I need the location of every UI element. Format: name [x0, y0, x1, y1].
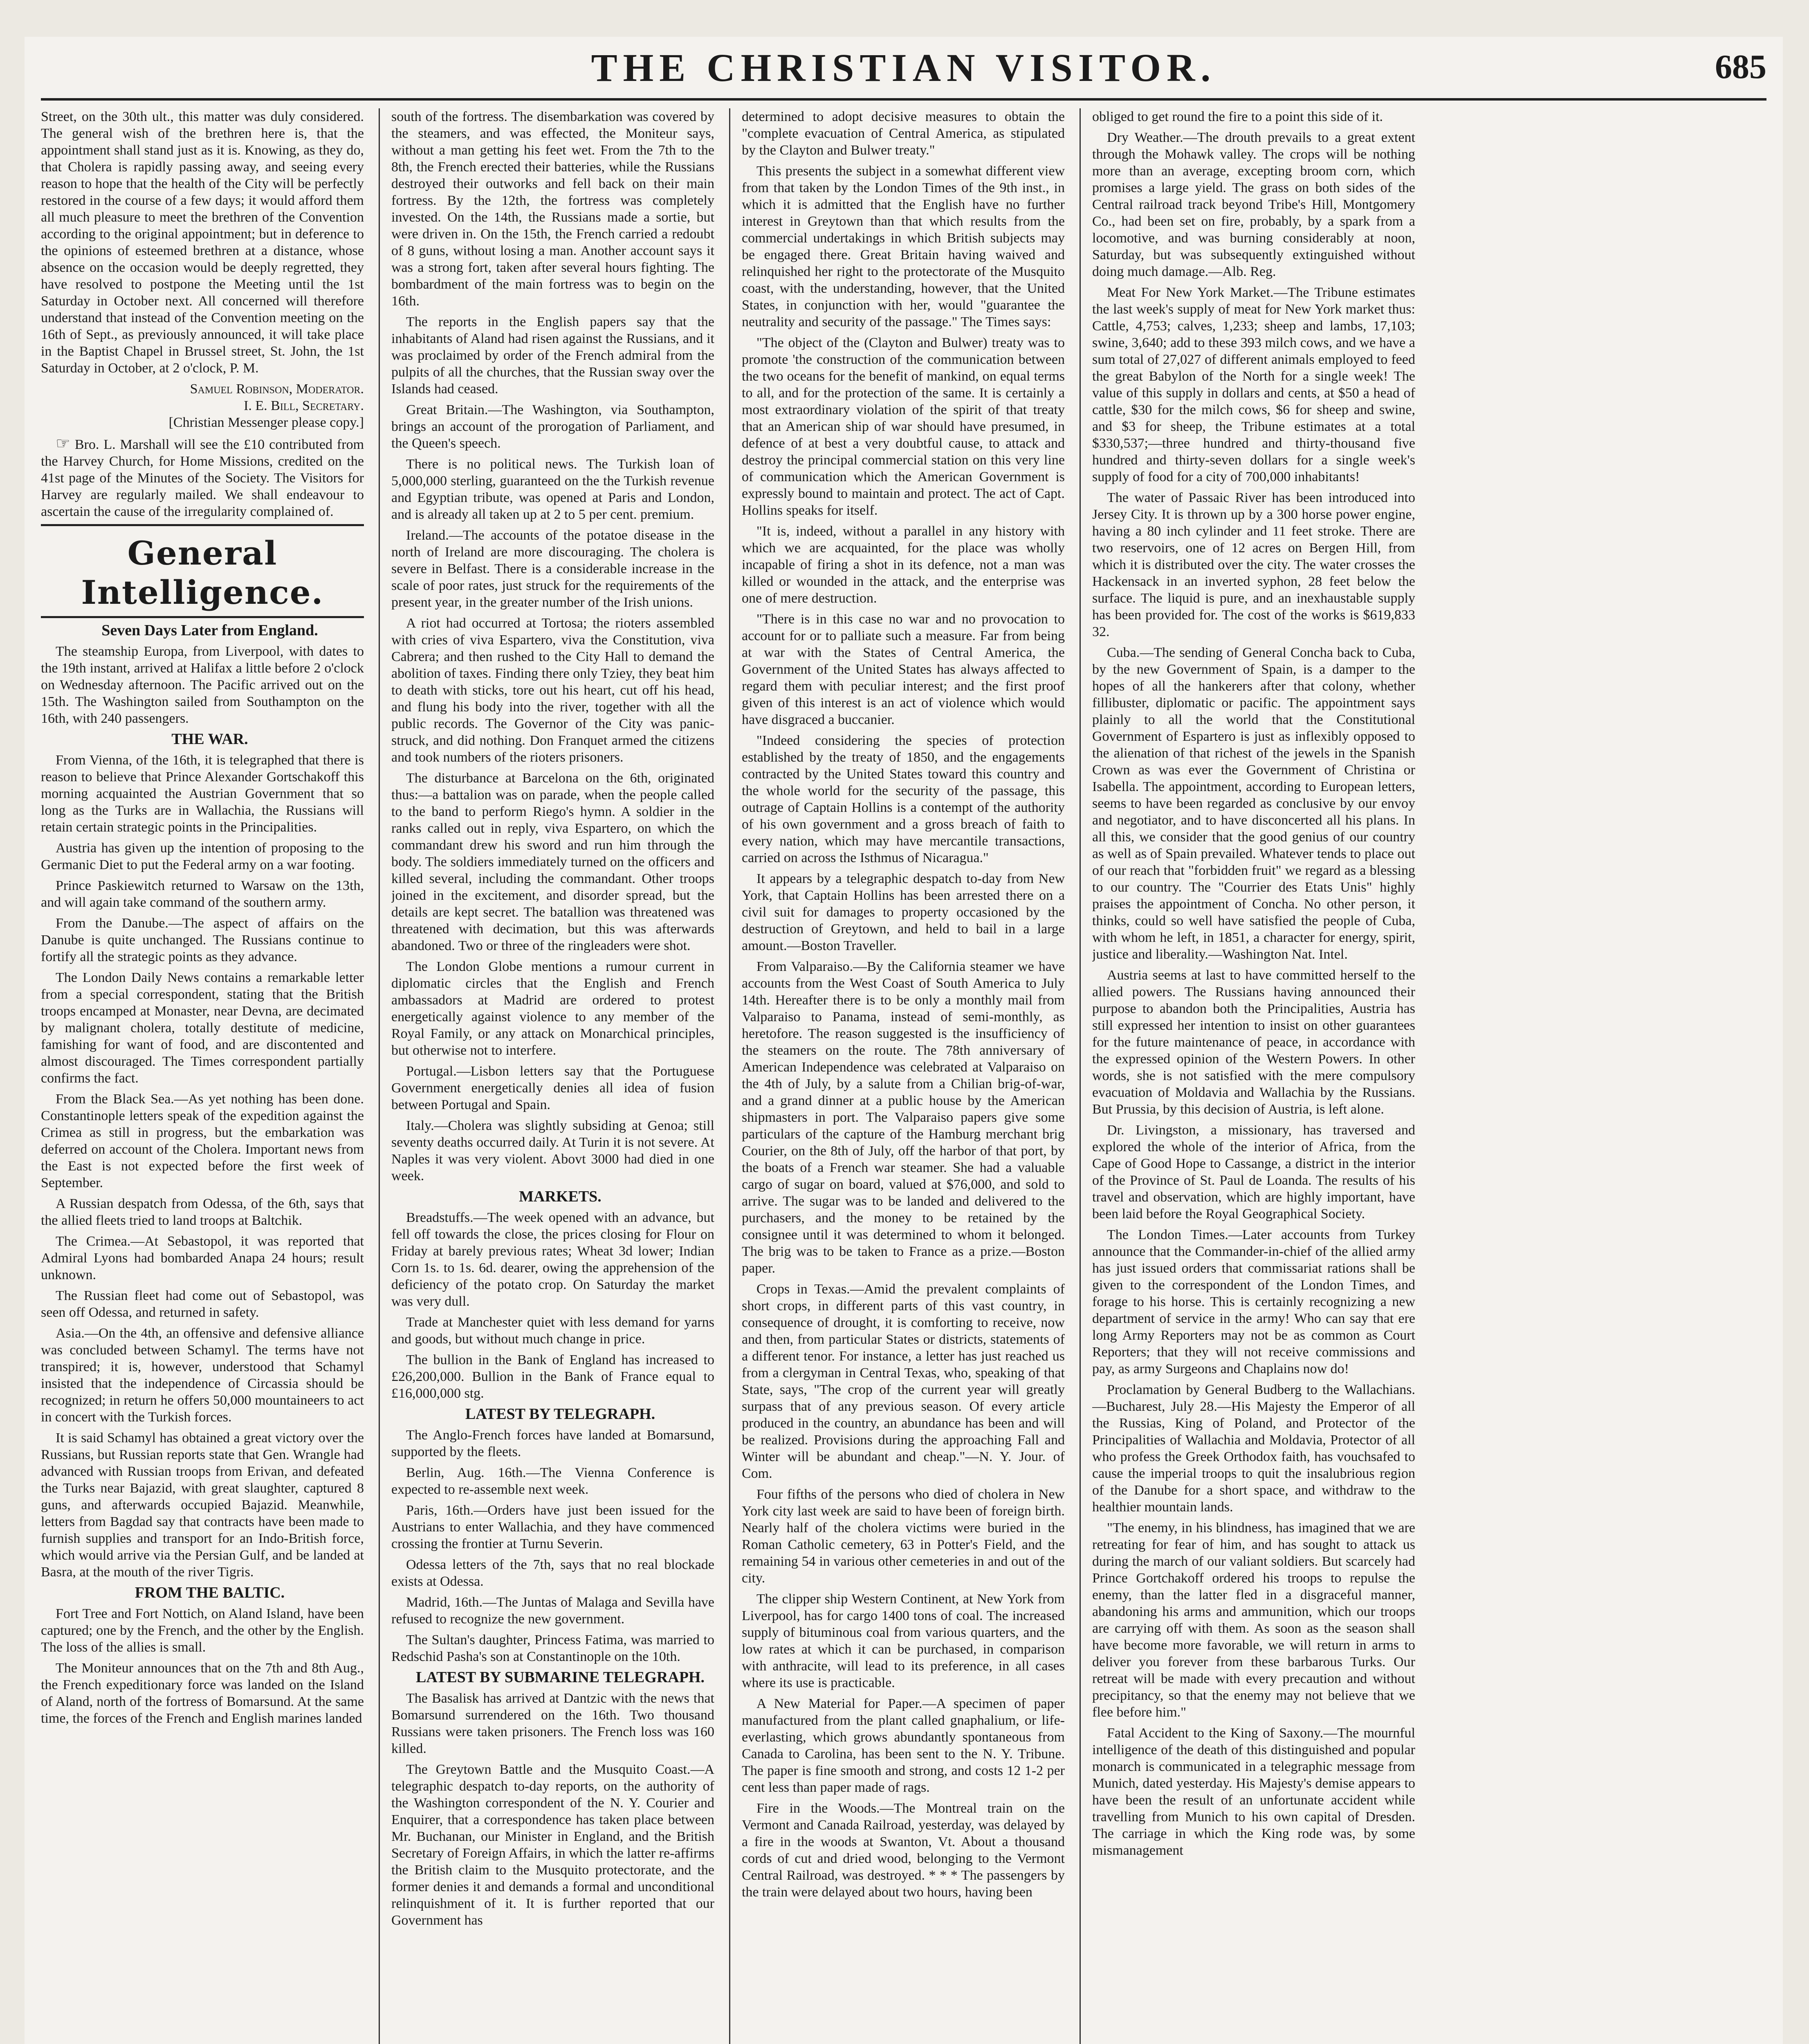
woods-fire-report: Fire in the Woods.—The Montreal train on the Vermont and Canada Railroad, yesterday, was delayed by a fire in the woods at Swanton, Vt. About a thousand cords of cut and dried wood, belonging to the Vermont Central Railroad, was destroyed. * * * The passengers by the train were delayed about two hours, having been: [742, 1801, 1065, 1900]
odessa-letters-report: Odessa letters of the 7th, says that no real blockade exists at Odessa.: [391, 1557, 714, 1589]
london-times-view: This presents the subject in a somewhat different view from that taken by the London Times of the 9th inst., in which it is admitted that the English have no further interest in Greytown than that which results from the commercial undertakings in which British subjects may be engaged there. Great Britain having waived and relinquished her right to the protectorate of the Musquito coast, with the understanding, however, that the United States, in conjunction with her, would "guarantee the neutrality and security of the passage." The Times says:: [742, 164, 1065, 329]
central-america-report: determined to adopt decisive measures to obtain the "complete evacuation of Central America, as stipulated by the Clayton and Bulwer treaty.": [742, 109, 1065, 158]
section-rule: [41, 524, 364, 526]
times-quote-4: "Indeed considering the species of protection established by the treaty of 1850, and the engagements contracted by the United States toward this country and the whole world for the security of the passage, this outrage of Captain Hollins is a contempt of the authority of his own government and a gross breach of faith to every nation, which may have mercantile transactions, carried on across the Isthmus of Nicaragua.": [742, 733, 1065, 865]
italy-report: Italy.—Cholera was slightly subsiding at Genoa; still seventy deaths occurred daily. At Turin it is not severe. At Naples it was very violent. Abovt 3000 had died in one week.: [391, 1118, 714, 1183]
bomarsund-report: south of the fortress. The disembarkation was covered by the steamers, and was effected, the Moniteur says, without a man getting his feet wet. From the 7th to the 8th, the French erected their batteries, while the Russians destroyed their outworks and fell back on their main fortress. By the 12th, the fortress was completely invested. On the 14th, the Russians made a sortie, but were driven in. On the 15th, the French carried a redoubt of 8 guns, without losing a man. Another account says it was a strong fort, taken after several hours fighting. The bombardment of the main fortress was to begin on the 16th.: [391, 109, 714, 309]
article-columns: [41, 108, 1766, 2044]
column-divider: [1080, 108, 1081, 2044]
convention-notice: Street, on the 30th ult., this matter was duly considered. The general wish of the brethren here is, that the appointment shall stand just as it is. Knowing, as they do, that Cholera is rapidly passing away, and seeing every reason to hope that the health of the City will be perfectly restored in the course of a few days; it would afford them all much pleasure to meet the brethren of the Convention according to the original appointment; but in deference to the opinions of esteemed brethren at a distance, whose absence on the occasion would be deeply regretted, they have resolved to postpone the Meeting until the 1st Saturday in October next. All concerned will therefore understand that instead of the Convention meeting on the 16th of Sept., as previously announced, it will take place in the Baptist Chapel in Brussel street, St. John, the 1st Saturday in October, at 2 o'clock, P. M.: [41, 109, 364, 376]
hollins-arrest-report: It appears by a telegraphic despatch to-day from New York, that Captain Hollins has been arrested there on a civil suit for damages to property occasioned by the destruction of Greytown, and held to bail in a large amount.—Boston Traveller.: [742, 871, 1065, 953]
budberg-proclamation: Proclamation by General Budberg to the Wallachians.—Bucharest, July 28.—His Majesty the Emperor of all the Russias, King of Poland, and Protector of the Principalities of Wallachia and Moldavia, Protector of all who profess the Greek Orthodox faith, has vouchsafed to cause the imperial troops to quit the insalubrious region of the Danube for a short space, and withdraw to the healthier mountain lands.: [1092, 1382, 1415, 1515]
portugal-report: Portugal.—Lisbon letters say that the Portuguese Government energetically denies all idea of fusion between Portugal and Spain.: [391, 1064, 714, 1112]
column-3: [742, 108, 1065, 2044]
masthead-rule: [41, 98, 1766, 101]
column-divider: [379, 108, 380, 2044]
anglo-french-report: The Anglo-French forces have landed at Bomarsund, supported by the fleets.: [391, 1428, 714, 1459]
war-heading: THE WAR.: [171, 731, 248, 748]
valparaiso-report: From Valparaiso.—By the California steamer we have accounts from the West Coast of South America to July 14th. Hereafter there is to be only a monthly mail from Valparaiso to Panama, instead of semi-monthly, as heretofore. The reason suggested is the insufficiency of the steamers on the route. The 78th anniversary of American Independence was celebrated at Valparaiso on the 4th of July, by a salute from a Chilian brig-of-war, and a grand dinner at a public house by the American shipmasters in port. The Valparaiso papers give some particulars of the capture of the Hamburg merchant brig Courier, on the 8th of July, off the harbor of that port, by the boats of a French war steamer. She had a valuable cargo of sugar on board, valued at $76,000, and sold to arrive. The sugar was to be landed and delivered to the purchasers, and the money to be retained by the consignee until it was determined to whom it belonged. The brig was to be taken to France as a prize.—Boston paper.: [742, 959, 1065, 1276]
column-divider: [729, 108, 730, 2044]
greytown-report: The Greytown Battle and the Musquito Coast.—A telegraphic despatch to-day reports, on the authority of the Washington correspondent of the N. Y. Courier and Enquirer, that a correspondence has taken place between Mr. Buchanan, our Minister in England, and the British Secretary of Foreign Affairs, in which the latter re-affirms the British claim to the Musquito protectorate, and the former denies it and demands a formal and unconditional relinquishment of it. It is further reported that our Government has: [391, 1762, 714, 1928]
moniteur-report: The Moniteur announces that on the 7th and 8th Aug., the French expeditionary force was landed on the Island of Aland, north of the fortress of Bomarsund. At the same time, the forces of the French and English marines landed: [41, 1661, 364, 1726]
london-globe-report: The London Globe mentions a rumour current in diplomatic circles that the English and French ambassadors at Madrid are ordered to protest energetically against violence to any member of the Royal Family, or any attack on Monarchical principles, but otherwise not to interfere.: [391, 959, 714, 1058]
column-1: [41, 108, 364, 2044]
masthead: [25, 37, 1783, 98]
cuba-report: Cuba.—The sending of General Concha back to Cuba, by the new Government of Spain, is a damper to the hopes of all the hankerers after that colony, whether fillibuster, diplomatic or pacific. The appointment says plainly to all the world that the Constitutional Government of Espartero is just as inflexibly opposed to the alienation of that richest of the jewels in the Spanish Crown as was ever the Government of Christina or Isabella. The appointment, according to European letters, seems to have been regarded as conclusive by our envoy and negotiator, and to have disconcerted all his plans. In all this, we consider that the good genius of our country as well as of Spain prevailed. Whatever tends to place out of our reach that "forbidden fruit" we regard as a blessing to our country. The "Courrier des Etats Unis" highly praises the appointment of Concha. No other person, it thinks, could so well have satisfied the people of Cuba, with whom he left, in 1851, a character for energy, spirit, justice and liberality.—Washington Nat. Intel.: [1092, 645, 1415, 962]
turkish-loan-report: There is no political news. The Turkish loan of 5,000,000 sterling, guaranteed on the the Turkish revenue and Egyptian tribute, was opened at Paris and London, and is already all taken up at 2 to 5 per cent. premium.: [391, 457, 714, 522]
russian-fleet-report: The Russian fleet had come out of Sebastopol, was seen off Odessa, and returned in safety.: [41, 1288, 364, 1320]
ireland-report: Ireland.—The accounts of the potatoe disease in the north of Ireland are more discouraging. The cholera is severe in Belfast. There is a considerable increase in the scale of poor rates, just struck for the requirements of the present year, in the greater number of the Irish unions.: [391, 528, 714, 610]
basalisk-report: The Basalisk has arrived at Dantzic with the news that Bomarsund surrendered on the 16th. Two thousand Russians were taken prisoners. The French loss was 160 killed.: [391, 1691, 714, 1756]
general-intelligence-heading: General Intelligence.: [81, 534, 324, 612]
vienna-report: From Vienna, of the 16th, it is telegraphed that there is reason to believe that Prince Alexander Gortschakoff this morning acquainted the Austrian Government that so long as the Turks are in Wallachia, the Russians will retain certain strategic points in the Principalities.: [41, 753, 364, 835]
black-sea-report: From the Black Sea.—As yet nothing has been done. Constantinople letters speak of the expedition against the Crimea as still in progress, but the embarkation was deferred on account of the Cholera. Important news from the East is not expected before the first week of September.: [41, 1091, 364, 1190]
schamyl-report: It is said Schamyl has obtained a great victory over the Russians, but Russian reports state that Gen. Wrangle had advanced with Russian troops from Erivan, and defeated the Turks near Bajazid, with great slaughter, captured 8 guns, and afterwards occupied Bajazid. Meanwhile, letters from Bagdad say that contracts have been made to furnish supplies and transport for an Indo-British force, which would arrive via the Persian Gulf, and be landed at Basra, at the mouth of the river Tigris.: [41, 1430, 364, 1580]
madrid-report: Madrid, 16th.—The Juntas of Malaga and Sevilla have refused to recognize the new government.: [391, 1595, 714, 1627]
times-quote-3: "There is in this case no war and no provocation to account for or to palliate such a measure. Far from being at war with the States of Central America, the Government of the United States has always affected to regard them with peculiar interest; and the first proof given of this interest is an act of violence which would have disgraced a buccanier.: [742, 612, 1065, 727]
bullion-report: The bullion in the Bank of England has increased to £26,200,000. Bullion in the Bank of France equal to £16,000,000 stg.: [391, 1352, 714, 1401]
notice-signatures: [41, 381, 364, 431]
submarine-telegraph-heading: LATEST BY SUBMARINE TELEGRAPH.: [416, 1669, 705, 1686]
manchester-report: Trade at Manchester quiet with less demand for yarns and goods, but without much change in price.: [391, 1315, 714, 1347]
times-quote-1: "The object of the (Clayton and Bulwer) treaty was to promote 'the construction of the communication between the two oceans for the benefit of mankind, on equal terms to all, and for the protection of the same. It is certainly a most extraordinary violation of the spirit of that treaty that an American ship of war should have presumed, in defence of at best a very doubtful cause, to attack and destroy the principal commercial station on this very line of communication which the American Government is expressly bound to maintain and protect. The act of Capt. Hollins speaks for itself.: [742, 335, 1065, 518]
newspaper-title: THE CHRISTIAN VISITOR.: [591, 46, 1216, 90]
marshall-notice: [41, 435, 364, 520]
moderator-signature: Samuel Robinson, Moderator.: [190, 381, 364, 397]
aland-forts-report: Fort Tree and Fort Nottich, on Aland Island, have been captured; one by the French, and the other by the English. The loss of the allies is small.: [41, 1606, 364, 1655]
barcelona-report: The disturbance at Barcelona on the 6th, originated thus:—a battalion was on parade, when the people called to the band to perform Riego's hymn. A soldier in the ranks called out in reply, viva Espartero, on which the commandant drew his sword and run him through the body. The soldiers immediately turned on the officers and killed several, including the commandant. Other troops joined in the excitement, and disorder spread, but the details are kept secret. The batallion was threatened was threatened with decimation, but this was afterwards abandoned. Two or three of the ringleaders were shot.: [391, 771, 714, 953]
crimea-report: The Crimea.—At Sebastopol, it was reported that Admiral Lyons had bombarded Anapa 24 hours; result unknown.: [41, 1234, 364, 1282]
secretary-signature: I. E. Bill, Secretary.: [244, 398, 364, 413]
paper-material-report: A New Material for Paper.—A specimen of paper manufactured from the plant called gnaphalium, or life-everlasting, which grows abundantly spontaneous from Canada to Carolina, has been sent to the N. Y. Tribune. The paper is fine smooth and strong, and costs 12 1-2 per cent less than paper made of rags.: [742, 1696, 1065, 1795]
telegraph-heading: LATEST BY TELEGRAPH.: [465, 1405, 655, 1423]
marshall-notice-text: Bro. L. Marshall will see the £10 contributed from the Harvey Church, for Home Missions, credited on the 41st page of the Minutes of the Society. The Visitors for Harvey are regularly mailed. We shall endeavour to ascertain the cause of the irregularity complained of.: [41, 437, 364, 519]
passaic-water-report: The water of Passaic River has been introduced into Jersey City. It is thrown up by a 300 horse power engine, having a 80 inch cylinder and 11 feet stroke. There are two reservoirs, one of 12 acres on Bergen Hill, from which it is distributed over the city. The water crosses the Hackensack in an inverted syphon, 28 feet below the surface. The liquid is pure, and an inexhaustable supply has been provided for. The cost of the works is $619,833 32.: [1092, 490, 1415, 639]
berlin-report: Berlin, Aug. 16th.—The Vienna Conference is expected to re-assemble next week.: [391, 1465, 714, 1497]
baltic-heading: FROM THE BALTIC.: [135, 1584, 285, 1601]
meat-market-report: Meat For New York Market.—The Tribune estimates the last week's supply of meat for New York market thus: Cattle, 4,753; calves, 1,233; sheep and lambs, 17,103; swine, 3,640; add to these 393 milch cows, and we have a sum total of 27,027 of different animals employed to feed the great Babylon of the North for a single week! The value of this supply in dollars and cents, at $50 a head of cattle, $30 for the milch cows, $6 for sheep and swine, and $3 for sheep, the Tribune estimates at a total $330,537;—three hundred and thirty-thousand five hundred and thirty-seven dollars for a single week's supply of food for a city of 700,000 inhabitants!: [1092, 285, 1415, 484]
paris-report: Paris, 16th.—Orders have just been issued for the Austrians to enter Wallachia, and they have commenced crossing the frontier at Turnu Severin.: [391, 1503, 714, 1551]
page-number: 685: [1715, 48, 1766, 86]
newspaper-page: [25, 37, 1783, 2044]
dry-weather-report: Dry Weather.—The drouth prevails to a great extent through the Mohawk valley. The crops will be nothing more than an average, excepting broom corn, which promises a large yield. The grass on both sides of the Central railroad track beyond Tribe's Hill, Montgomery Co., had been set on fire, probably, by a spark from a locomotive, and was burning considerably at noon, Saturday, but was subsequently extinguished without doing much damage.—Alb. Reg.: [1092, 130, 1415, 279]
clipper-ship-report: The clipper ship Western Continent, at New York from Liverpool, has for cargo 1400 tons of coal. The increased supply of bituminous coal from various quarters, and the low rates at which it can be purchased, in comparison with anthracite, will lead to its preference, in all cases where its use is practicable.: [742, 1591, 1065, 1690]
fire-continuation: obliged to get round the fire to a point this side of it.: [1092, 109, 1383, 124]
proclamation-quote: "The enemy, in his blindness, has imagined that we are retreating for fear of him, and has sought to attack us during the march of our valiant soldiers. But scarcely had Prince Gortchakoff ordered his troops to repulse the enemy, than the latter fled in a disgraceful manner, abandoning his arms and ammunition, which our troops are carrying off with them. As soon as the season shall have become more favorable, we will return in arms to deliver you forever from these barbarous Turks. Our retreat will be made with every precaution and without precipitancy, so that the enemy may not believe that we flee before him.": [1092, 1520, 1415, 1720]
austria-report: Austria has given up the intention of proposing to the Germanic Diet to put the Federal army on a war footing.: [41, 840, 364, 872]
texas-crops-report: Crops in Texas.—Amid the prevalent complaints of short crops, in different parts of this vast country, in consequence of drought, it is comforting to receive, now and then, from particular States or districts, statements of a different tenor. For instance, a letter has just reached us from a clergyman in Central Texas, who, speaking of that State, says, "The crop of the current year will greatly surpass that of any previous season. Of every article produced in the country, an abundance has been and will be realized. Provisions during the approaching Fall and Winter will be abundant and cheap."—N. Y. Jour. of Com.: [742, 1282, 1065, 1481]
livingston-report: Dr. Livingston, a missionary, has traversed and explored the whole of the interior of Africa, from the Cape of Good Hope to Cassange, a district in the interior of the Province of St. Paul de Loanda. The results of his travel and observation, which are highly important, have been laid before the Royal Geographical Society.: [1092, 1123, 1415, 1221]
cholera-deaths-report: Four fifths of the persons who died of cholera in New York city last week are said to have been of foreign birth. Nearly half of the cholera victims were buried in the Roman Catholic cemetery, 63 in Potter's Field, and the remaining 54 in various other cemeteries in and out of the city.: [742, 1487, 1065, 1586]
danube-report: From the Danube.—The aspect of affairs on the Danube is quite unchanged. The Russians continue to fortify all the strategic points as they advance.: [41, 916, 364, 964]
great-britain-report: Great Britain.—The Washington, via Southampton, brings an account of the prorogation of Parliament, and the Queen's speech.: [391, 402, 714, 451]
breadstuffs-report: Breadstuffs.—The week opened with an advance, but fell off towards the close, the prices closing for Flour on Friday at barely previous rates; Wheat 3d lower; Indian Corn 1s. to 1s. 6d. dearer, owing the apprehension of the deficiency of the potato crop. On Saturday the market was very dull.: [391, 1210, 714, 1309]
asia-report: Asia.—On the 4th, an offensive and defensive alliance was concluded between Schamyl. The terms have not transpired; it is, however, understood that Schamyl insisted that the independence of Circassia should be recognized; in return he offers 50,000 mountaineers to act in concert with the Turkish forces.: [41, 1326, 364, 1425]
london-times-army-report: The London Times.—Later accounts from Turkey announce that the Commander-in-chief of the allied army has just issued orders that commissariat rations shall be given to the correspondent of the London Times, and forage to his horse. This is certainly recognizing a new department of service in the army! Who can say that ere long Army Reporters may not be as common as Court Reporters; that they will not receive commissions and pay, as army Surgeons and Chaplains now do!: [1092, 1227, 1415, 1376]
aland-uprising-report: The reports in the English papers say that the inhabitants of Aland had risen against the Russians, and it was proclaimed by order of the French admiral from the pulpits of all the churches, that the Russian sway over the Islands had ceased.: [391, 314, 714, 397]
europa-arrival: The steamship Europa, from Liverpool, with dates to the 19th instant, arrived at Halifax a little before 2 o'clock on Wednesday afternoon. The Pacific arrived out on the 15th. The Washington sailed from Southampton on the 16th, with 240 passengers.: [41, 644, 364, 726]
austria-allied-report: Austria seems at last to have committed herself to the allied powers. The Russians having announced their purpose to abandon both the Principalities, Austria has still expressed her intention to insist on other guarantees for the future maintenance of peace, in accordance with the expressed opinion of the Western Powers. In other words, she is not satisfied with the mere compulsory evacuation of Moldavia and Wallachia by the Russians. But Prussia, by this decision of Austria, is left alone.: [1092, 968, 1415, 1117]
column-2: [391, 108, 714, 2044]
daily-news-report: The London Daily News contains a remarkable letter from a special correspondent, stating that the British troops encamped at Monaster, near Devna, are decimated by malignant cholera, totally destitute of medicine, famishing for want of food, and are discontented and almost discouraged. The Times correspondent partially confirms the fact.: [41, 970, 364, 1086]
times-quote-2: "It is, indeed, without a parallel in any history with which we are acquainted, for the place was wholly incapable of firing a shot in its defence, not a man was killed or wounded in the attack, and the enterprise was one of mere destruction.: [742, 524, 1065, 606]
pointing-hand-icon: ☞: [56, 434, 70, 453]
odessa-despatch: A Russian despatch from Odessa, of the 6th, says that the allied fleets tried to land troops at Baltchik.: [41, 1196, 364, 1228]
sultan-daughter-report: The Sultan's daughter, Princess Fatima, was married to Redschid Pasha's son at Constantinople on the 10th.: [391, 1632, 714, 1664]
paskiewitch-report: Prince Paskiewitch returned to Warsaw on the 13th, and will again take command of the southern army.: [41, 878, 364, 910]
king-of-saxony-report: Fatal Accident to the King of Saxony.—The mournful intelligence of the death of this distinguished and popular monarch is communicated in a telegraphic message from Munich, dated yesterday. His Majesty's demise appears to have been the result of an unfortunate accident while travelling from Munich to his own capital of Dresden. The carriage in which the King rode was, by some mismanagement: [1092, 1726, 1415, 1858]
section-rule: [41, 616, 364, 618]
messenger-note: [Christian Messenger please copy.]: [168, 415, 364, 430]
england-news-heading: Seven Days Later from England.: [101, 622, 318, 639]
tortosa-riot-report: A riot had occurred at Tortosa; the rioters assembled with cries of viva Espartero, viva the Constitution, viva Cabrera; and then rushed to the City Hall to demand the abolition of taxes. Finding there only Tziey, they beat him to death with sticks, tore out his heart, cut off his head, and flung his body into the river, together with all the public records. The Governor of the City was panic-struck, and did nothing. Don Franquet armed the citizens and took numbers of the rioters prisoners.: [391, 616, 714, 765]
column-4: [1092, 108, 1415, 2044]
markets-heading: MARKETS.: [519, 1188, 602, 1205]
